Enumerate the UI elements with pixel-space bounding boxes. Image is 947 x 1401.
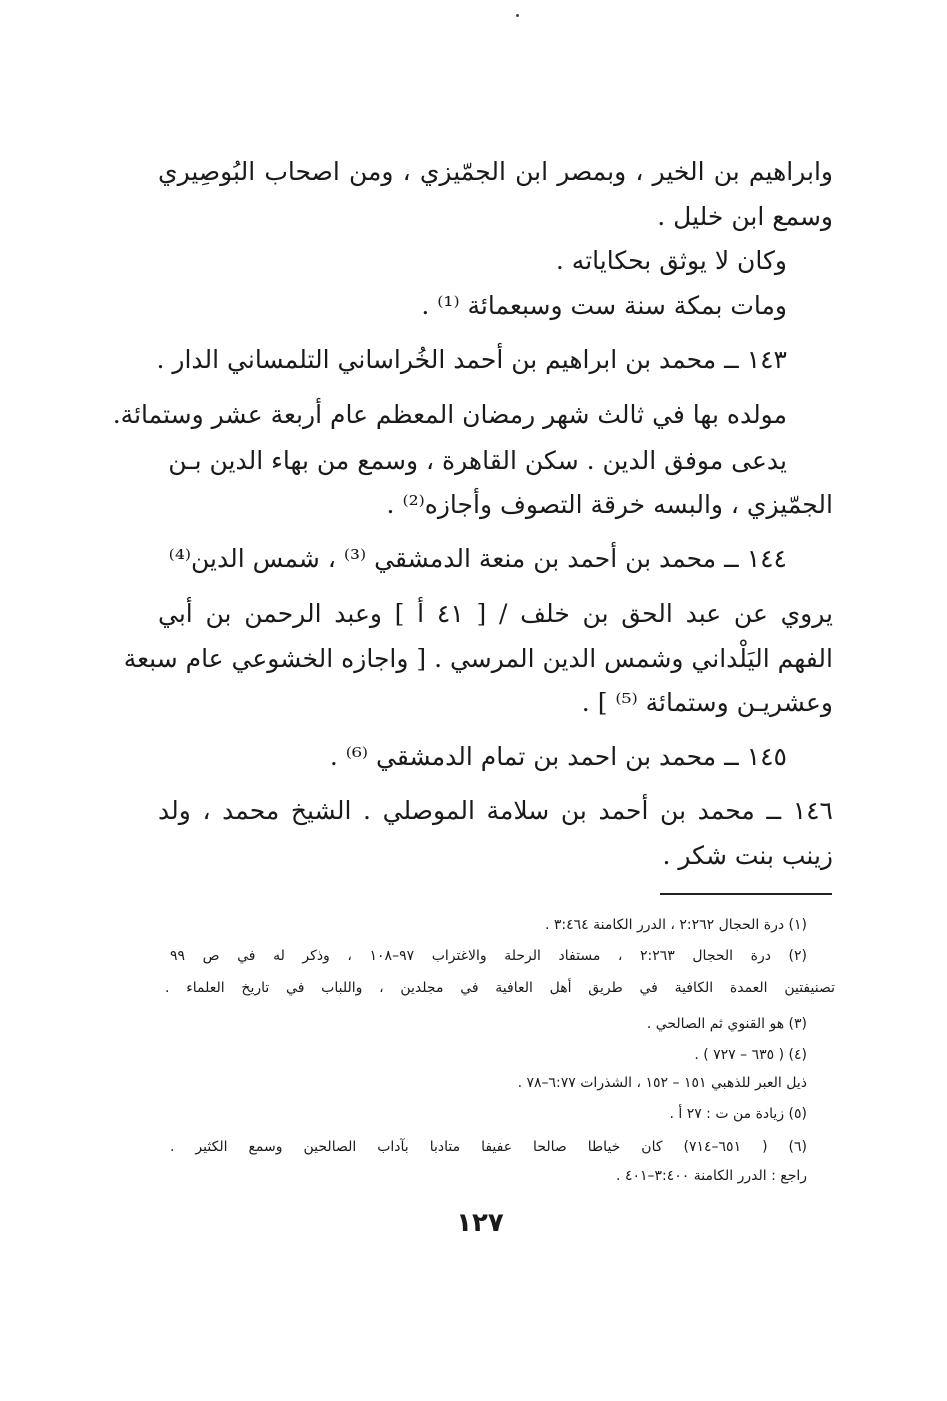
footnote-line: (٦) ( ٦٥١–٧١٤) كان خياطا صالحا عفيفا متادبا بآداب الصالحين وسمع الكثير . [170,1139,807,1155]
body-line: وسمع ابن خليل . [657,202,833,231]
scan-speck [516,14,519,17]
page-number: ١٢٧ [456,1208,504,1238]
entry-heading-144: ١٤٤ ــ محمد بن أحمد بن منعة الدمشقي ⁽³⁾ ، شمس الدين⁽⁴⁾ [168,544,787,573]
body-line: وعشريـن وستمائة ⁽⁵⁾ ] . [581,688,833,717]
body-line: يدعى موفق الدين . سكن القاهرة ، وسمع من بهاء الدين بـن [168,446,787,475]
body-line: وكان لا يوثق بحكاياته . [555,246,787,275]
body-line: ومات بمكة سنة ست وسبعمائة ⁽¹⁾ . [421,291,787,320]
body-line: مولده بها في ثالث شهر رمضان المعظم عام أربعة عشر وستمائة. [112,400,787,429]
footnote-line: راجع : الدرر الكامنة ٣:٤٠٠–٤٠١ . [616,1168,807,1184]
footnote-line: تصنيفتين العمدة الكافية في طريق أهل العافية في مجلدين ، واللباب في تاريخ العلماء . [165,980,835,996]
footnote-line: (٢) درة الحجال ٢:٢٦٣ ، مستفاد الرحلة والاغتراب ٩٧–١٠٨ ، وذكر له في ص ٩٩ [170,948,808,964]
footnote-line: ذيل العبر للذهبي ١٥١ – ١٥٢ ، الشذرات ٦:٧٧–٧٨ . [517,1075,807,1091]
entry-heading-145: ١٤٥ ــ محمد بن احمد بن تمام الدمشقي ⁽⁶⁾ . [329,742,787,771]
body-line: الجمّيزي ، والبسه خرقة التصوف وأجازه⁽²⁾ . [386,490,833,519]
footnote-line: (١) درة الحجال ٢:٢٦٢ ، الدرر الكامنة ٣:٤٦٤ . [544,917,807,933]
body-line: زينب بنت شكر . [662,841,833,870]
body-line: وابراهيم بن الخير ، وبمصر ابن الجمّيزي ، ومن اصحاب البُوصِيري [158,157,833,186]
footnote-separator [660,893,832,895]
footnote-line: (٥) زيادة من ت : ٢٧ أ . [669,1106,807,1122]
body-line: الفهم اليَلْداني وشمس الدين المرسي . [ واجازه الخشوعي عام سبعة [123,644,833,673]
footnote-line: (٣) هو القنوي ثم الصالحي . [646,1016,807,1032]
footnote-line: (٤) ( ٦٣٥ – ٧٢٧ ) . [694,1047,807,1063]
body-line: يروي عن عبد الحق بن خلف / [ ٤١ أ ] وعبد الرحمن بن أبي [158,599,834,628]
entry-heading-146: ١٤٦ ــ محمد بن أحمد بن سلامة الموصلي . الشيخ محمد ، ولد [158,796,833,825]
entry-heading-143: ١٤٣ ــ محمد بن ابراهيم بن أحمد الخُراساني التلمساني الدار . [156,345,787,374]
